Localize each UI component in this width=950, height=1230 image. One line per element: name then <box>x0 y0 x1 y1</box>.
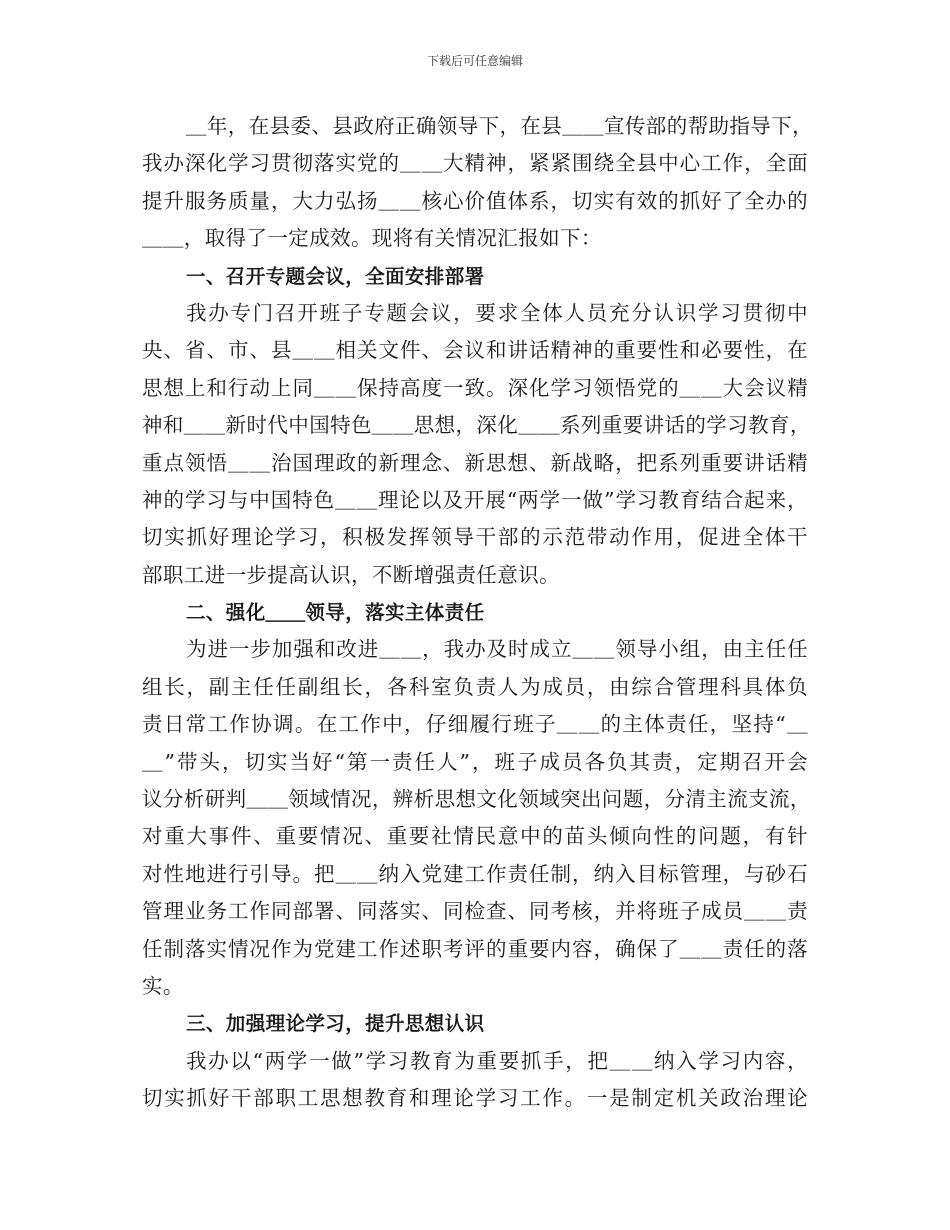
paragraph-line: 我办专门召开班子专题会议，要求全体人员充分认识学习贯彻中 <box>186 300 808 325</box>
paragraph-line: 重点领悟＿＿治国理政的新理念、新思想、新战略，把系列重要讲话精 <box>142 450 808 475</box>
paragraph-line: 神的学习与中国特色＿＿理论以及开展“两学一做”学习教育结合起来， <box>142 487 808 512</box>
paragraph-line: 部职工进一步提高认识，不断增强责任意识。 <box>142 562 560 587</box>
paragraph-line: 切实抓好干部职工思想教育和理论学习工作。一是制定机关政治理论 <box>142 1086 808 1111</box>
paragraph-line: 神和＿＿新时代中国特色＿＿思想，深化＿＿系列重要讲话的学习教育， <box>142 413 811 438</box>
paragraph-line: 责日常工作协调。在工作中，仔细履行班子＿＿的主体责任，坚持“＿ <box>142 712 808 737</box>
section-heading-1: 一、召开专题会议，全面安排部署 <box>186 264 485 288</box>
paragraph-line: 任制落实情况作为党建工作述职考评的重要内容，确保了＿＿责任的落 <box>142 936 808 961</box>
paragraph-line: ＿年，在县委、县政府正确领导下，在县＿＿宣传部的帮助指导下， <box>186 114 813 138</box>
section-heading-2: 二、强化＿＿领导，落实主体责任 <box>186 601 485 625</box>
paragraph-line: 我办以“两学一做”学习教育为重要抓手，把＿＿纳入学习内容， <box>186 1048 808 1073</box>
paragraph-line: 为进一步加强和改进＿＿，我办及时成立＿＿领导小组，由主任任 <box>186 637 808 662</box>
document-body <box>142 108 813 1118</box>
paragraph-line: 对重大事件、重要情况、重要社情民意中的苗头倾向性的问题，有针 <box>142 824 808 849</box>
paragraph-line: 实。 <box>142 973 184 998</box>
page-header: 下载后可任意编辑 <box>426 54 523 68</box>
paragraph-line: 组长，副主任任副组长，各科室负责人为成员，由综合管理科具体负 <box>142 674 808 699</box>
paragraph-line: 央、省、市、县＿＿相关文件、会议和讲话精神的重要性和必要性，在 <box>142 338 808 363</box>
paragraph-line: ＿”带头，切实当好“第一责任人”，班子成员各负其责，定期召开会 <box>142 749 808 774</box>
paragraph-line: 提升服务质量，大力弘扬＿＿核心价值体系，切实有效的抓好了全办的 <box>142 188 808 213</box>
paragraph-line: 对性地进行引导。把＿＿纳入党建工作责任制，纳入目标管理，与砂石 <box>142 861 808 886</box>
paragraph-line: 议分析研判＿＿领域情况，辨析思想文化领域突出问题，分清主流支流， <box>142 787 811 812</box>
paragraph-line: 思想上和行动上同＿＿保持高度一致。深化学习领悟党的＿＿大会议精 <box>142 375 808 400</box>
paragraph-line: 我办深化学习贯彻落实党的＿＿大精神，紧紧围绕全县中心工作，全面 <box>142 151 808 176</box>
paragraph-line: 管理业务工作同部署、同落实、同检查、同考核，并将班子成员＿＿责 <box>142 899 808 924</box>
paragraph-line: ＿＿，取得了一定成效。现将有关情况汇报如下： <box>142 226 602 251</box>
section-heading-3: 三、加强理论学习，提升思想认识 <box>186 1012 485 1036</box>
paragraph-line: 切实抓好理论学习，积极发挥领导干部的示范带动作用，促进全体干 <box>142 525 808 550</box>
